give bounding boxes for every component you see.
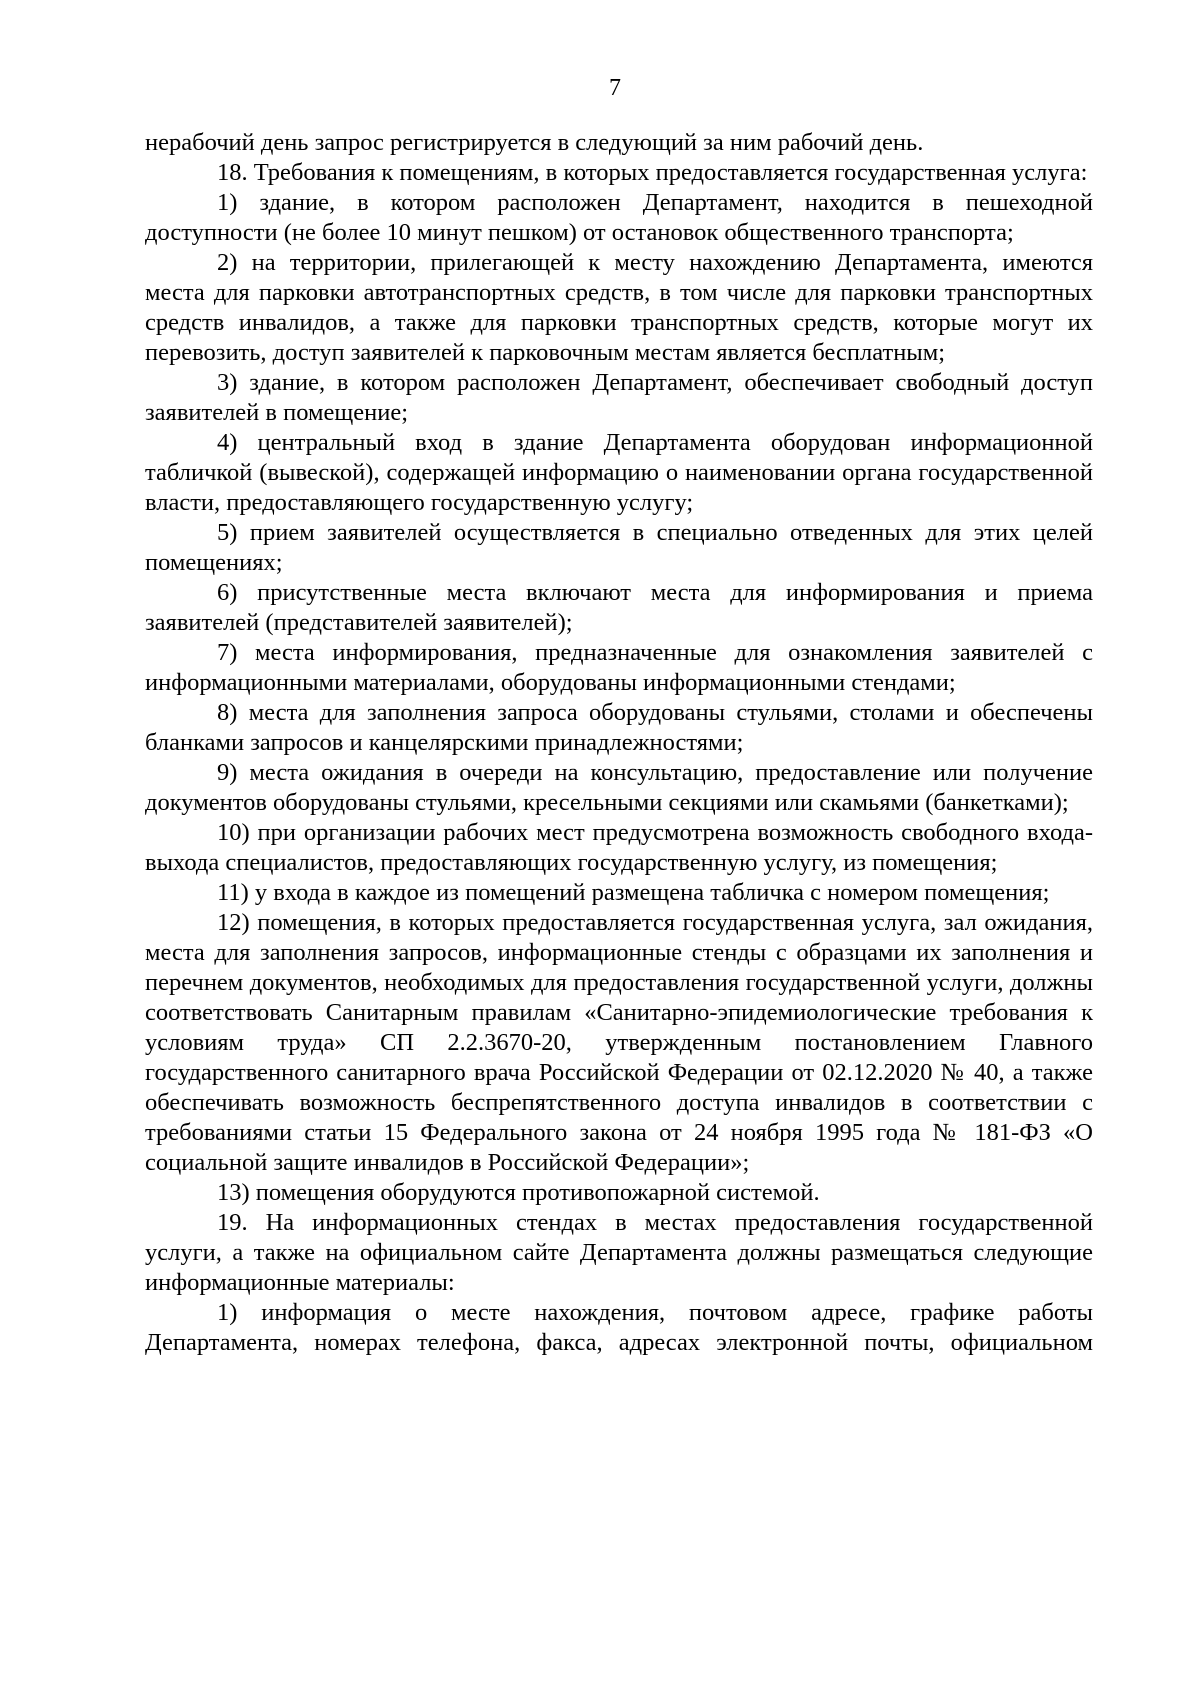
paragraph-18: 18. Требования к помещениям, в которых предоставляется государственная услуга: xyxy=(217,159,1088,186)
paragraph-18-item-11: 11) у входа в каждое из помещений размещена табличка с номером помещения; xyxy=(217,879,1050,906)
paragraph-18-item-9: 9) места ожидания в очереди на консультацию, предоставление или получение документов оборудованы стульями, кресельными секциями или скамьями (банкетками); xyxy=(145,759,1093,816)
paragraph-18-item-8: 8) места для заполнения запроса оборудованы стульями, столами и обеспечены бланками запросов и канцелярскими принадлежностями; xyxy=(145,699,1093,756)
paragraph-18-item-2: 2) на территории, прилегающей к месту нахождению Департамента, имеются места для парковки автотранспортных средств, в том числе для парковки транспортных средств инвалидов, а также для парковки транспортных средств, которые могут их перевозить, доступ заявителей к парковочным местам является бесплатным; xyxy=(145,249,1093,366)
paragraph-19-item-1: 1) информация о месте нахождения, почтовом адресе, графике работы Департамента, номерах телефона, факса, адресах электронной почты, официальном xyxy=(145,1299,1093,1356)
paragraph-18-item-13: 13) помещения оборудуются противопожарной системой. xyxy=(217,1179,820,1206)
paragraph-18-item-3: 3) здание, в котором расположен Департамент, обеспечивает свободный доступ заявителей в помещение; xyxy=(145,369,1093,426)
paragraph-18-item-5: 5) прием заявителей осуществляется в специально отведенных для этих целей помещениях; xyxy=(145,519,1093,576)
page-number: 7 xyxy=(609,75,621,101)
paragraph-18-item-4: 4) центральный вход в здание Департамента оборудован информационной табличкой (вывеской), содержащей информацию о наименовании органа государственной власти, предоставляющего государственную услугу; xyxy=(145,429,1093,516)
paragraph-continuation: нерабочий день запрос регистрируется в следующий за ним рабочий день. xyxy=(145,129,924,156)
paragraph-18-item-1: 1) здание, в котором расположен Департамент, находится в пешеходной доступности (не более 10 минут пешком) от остановок общественного транспорта; xyxy=(145,189,1093,246)
paragraph-18-item-10: 10) при организации рабочих мест предусмотрена возможность свободного входа-выхода специалистов, предоставляющих государственную услугу, из помещения; xyxy=(145,819,1093,876)
paragraph-18-item-6: 6) присутственные места включают места для информирования и приема заявителей (представителей заявителей); xyxy=(145,579,1093,636)
paragraph-18-item-7: 7) места информирования, предназначенные для ознакомления заявителей с информационными материалами, оборудованы информационными стендами; xyxy=(145,639,1093,696)
document-body xyxy=(145,128,1093,1358)
paragraph-18-item-12: 12) помещения, в которых предоставляется государственная услуга, зал ожидания, места для заполнения запросов, информационные стенды с образцами их заполнения и перечнем документов, необходимых для предоставления государственной услуги, должны соответствовать Санитарным правилам «Санитарно-эпидемиологические требования к условиям труда» СП 2.2.3670-20, утвержденным постановлением Главного государственного санитарного врача Российской Федерации от 02.12.2020 № 40, а также обеспечивать возможность беспрепятственного доступа инвалидов в соответствии с требованиями статьи 15 Федерального закона от 24 ноября 1995 года № 181-ФЗ «О социальной защите инвалидов в Российской Федерации»; xyxy=(145,909,1093,1176)
paragraph-19: 19. На информационных стендах в местах предоставления государственной услуги, а также на официальном сайте Департамента должны размещаться следующие информационные материалы: xyxy=(145,1209,1093,1296)
